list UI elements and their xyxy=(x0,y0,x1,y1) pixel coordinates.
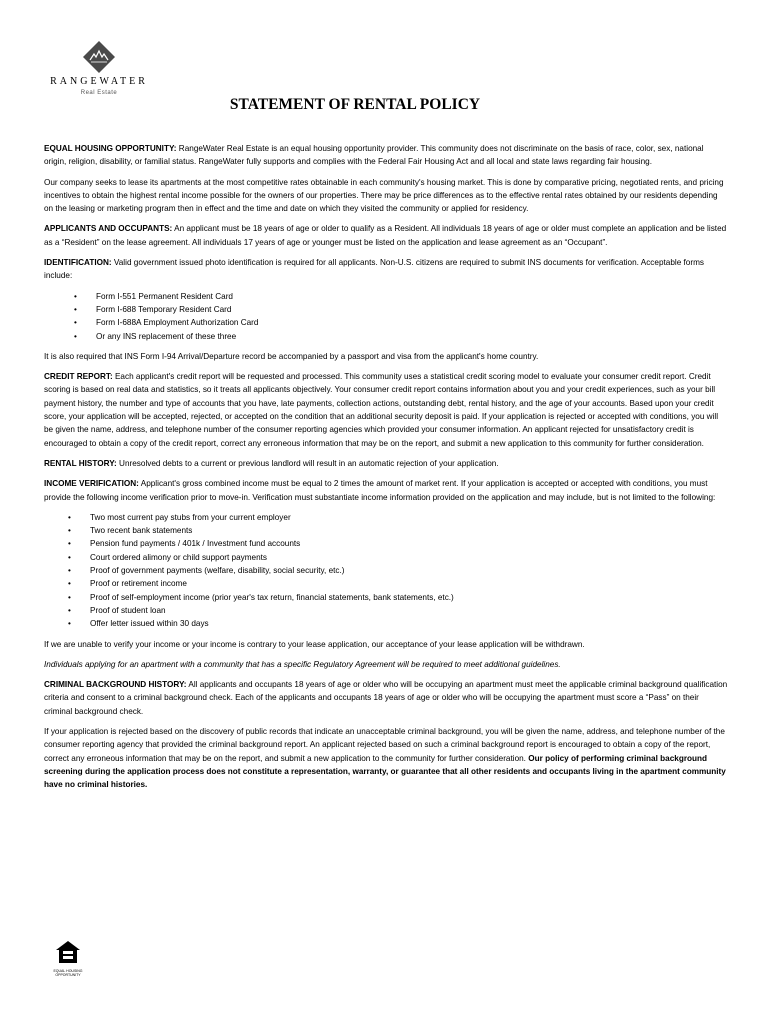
list-item: • Or any INS replacement of these three xyxy=(96,330,728,343)
pricing-paragraph: Our company seeks to lease its apartments at the most competitive rates obtainable in each community's housing market. This is done by comparative pricing, negotiated rents, and pricing incentives to obtain the highest rental income possible for the owners of our properties. There may be price differences as to the effective rental rates obtained by our residents depending on the leasing or marketing program then in effect and the time and date on which they visited the community or applied for residency. xyxy=(44,177,724,214)
eho-line-1: EQUAL HOUSING xyxy=(53,969,83,973)
list-item: • Form I-688A Employment Authorization Card xyxy=(96,316,728,329)
applicants-paragraph xyxy=(44,222,728,249)
list-item: • Proof of self-employment income (prior year's tax return, financial statements, bank statements, etc.) xyxy=(90,591,728,604)
policy-body xyxy=(44,142,728,798)
applicants-label: APPLICANTS AND OCCUPANTS: xyxy=(44,224,173,234)
rejection-disclaimer: Our policy of performing criminal background screening during the application process does not constitute a representation, warranty, or guarantee that all other residents and occupants living in the apartment community have no criminal histories. xyxy=(44,753,726,790)
criminal-paragraph xyxy=(44,678,728,718)
brand-name: RANGEWATER xyxy=(50,76,148,87)
income-note: If we are unable to verify your income or your income is contrary to your lease application, our acceptance of your lease application will be withdrawn. xyxy=(44,639,585,649)
equal-housing-paragraph xyxy=(44,142,728,169)
income-label: INCOME VERIFICATION: xyxy=(44,479,139,489)
brand-subtitle: Real Estate xyxy=(80,90,118,96)
criminal-text: All applicants and occupants 18 years of age or older who will be occupying an apartment must meet the applicable criminal background qualification criteria and consent to a criminal background check. Each of the applicants and occupants 18 years of age or older who will be occupying the apartment must score a “Pass” on their criminal background check. xyxy=(44,680,728,716)
list-item: • Court ordered alimony or child support payments xyxy=(90,551,728,564)
applicants-text: An applicant must be 18 years of age or older to qualify as a Resident. All individuals 18 years of age or older must complete an application and be listed as a “Resident” on the lease agreement. All individuals 17 years of age or younger must be listed on the application and lease agreement as an “Occupant”. xyxy=(44,224,727,247)
identification-text: Valid government issued photo identification is required for all applicants. Non-U.S. citizens are required to submit INS documents for verification. Acceptable forms include: xyxy=(44,258,704,281)
list-item: • Form I-688 Temporary Resident Card xyxy=(96,303,728,316)
income-list xyxy=(44,511,728,631)
list-item: • Offer letter issued within 30 days xyxy=(90,617,728,630)
list-item: • Proof or retirement income xyxy=(90,577,728,590)
rental-history-text: Unresolved debts to a current or previous landlord will result in an automatic rejection of your application. xyxy=(116,458,499,468)
list-item: • Pension fund payments / 401k / Investment fund accounts xyxy=(90,537,728,550)
credit-text: Each applicant's credit report will be requested and processed. This community uses a statistical credit scoring model to evaluate your consumer credit report. Credit scoring is based on real data and statistics, so it treats all applicants objectively. Your consumer credit report contains information about you and your credit experiences, such as your bill payment history, the number and type of accounts that you have, late payments, collection actions, outstanding debt, rental history, and the age of your accounts. Based upon your credit score, your application will be accepted, rejected, or accepted on the condition that an additional security deposit is paid. If your application is rejected or accepted with conditions, you will be given the name, address, and telephone number of the consumer reporting agencies which provided your consumer information. An applicant rejected for unsatisfactory credit is encouraged to obtain a copy of the credit report, correct any erroneous information that may be on the report, and submit a new application to this community for further consideration. xyxy=(44,372,719,448)
income-paragraph xyxy=(44,477,728,504)
page-title: STATEMENT OF RENTAL POLICY xyxy=(229,96,481,113)
rental-history-paragraph xyxy=(44,457,728,470)
list-item: • Form I-551 Permanent Resident Card xyxy=(96,290,728,303)
list-item: • Proof of government payments (welfare, disability, social security, etc.) xyxy=(90,564,728,577)
equal-housing-icon xyxy=(55,940,81,964)
criminal-label: CRIMINAL BACKGROUND HISTORY: xyxy=(44,680,187,690)
rejection-paragraph xyxy=(44,725,728,791)
equal-housing-logo xyxy=(50,940,86,977)
list-item: • Two most current pay stubs from your current employer xyxy=(90,511,728,524)
rejection-text: If your application is rejected based on the discovery of public records that indicate an unacceptable criminal background, you will be given the name, address, and telephone number of the consumer reporting agency that provided the criminal background report. An applicant rejected based on such a criminal background report is encouraged to obtain a copy of the report, correct any erroneous information that may be on the report, and submit a new application to the community for further consideration. xyxy=(44,726,725,763)
regulatory-note: Individuals applying for an apartment with a community that has a specific Regulatory Agreement will be required to meet additional guidelines. xyxy=(44,659,561,669)
diamond-mountain-icon xyxy=(82,40,116,74)
equal-housing-text: RangeWater Real Estate is an equal housing opportunity provider. This community does not discriminate on the basis of race, color, sex, national origin, religion, disability, or familial status. RangeWater fully supports and complies with the Federal Fair Housing Act and all local and state laws regarding fair housing. xyxy=(44,144,704,167)
ins-note: It is also required that INS Form I-94 Arrival/Departure record be accompanied by a passport and visa from the applicant's home country. xyxy=(44,351,539,361)
identification-paragraph xyxy=(44,256,728,283)
rental-history-label: RENTAL HISTORY: xyxy=(44,458,117,468)
equal-housing-label: EQUAL HOUSING OPPORTUNITY: xyxy=(44,144,177,153)
identification-label: IDENTIFICATION: xyxy=(44,258,112,268)
credit-label: CREDIT REPORT: xyxy=(44,372,113,382)
list-item: • Two recent bank statements xyxy=(90,524,728,537)
list-item: • Proof of student loan xyxy=(90,604,728,617)
credit-paragraph xyxy=(44,370,728,450)
eho-line-2: OPPORTUNITY xyxy=(55,973,81,977)
identification-list xyxy=(44,290,728,343)
income-text: Applicant's gross combined income must be equal to 2 times the amount of market rent. If your application is accepted or accepted with conditions, you must provide the following income verification prior to move-in. Verification must substantiate income information provided on the application and may include, but is not limited to the following: xyxy=(44,479,716,502)
